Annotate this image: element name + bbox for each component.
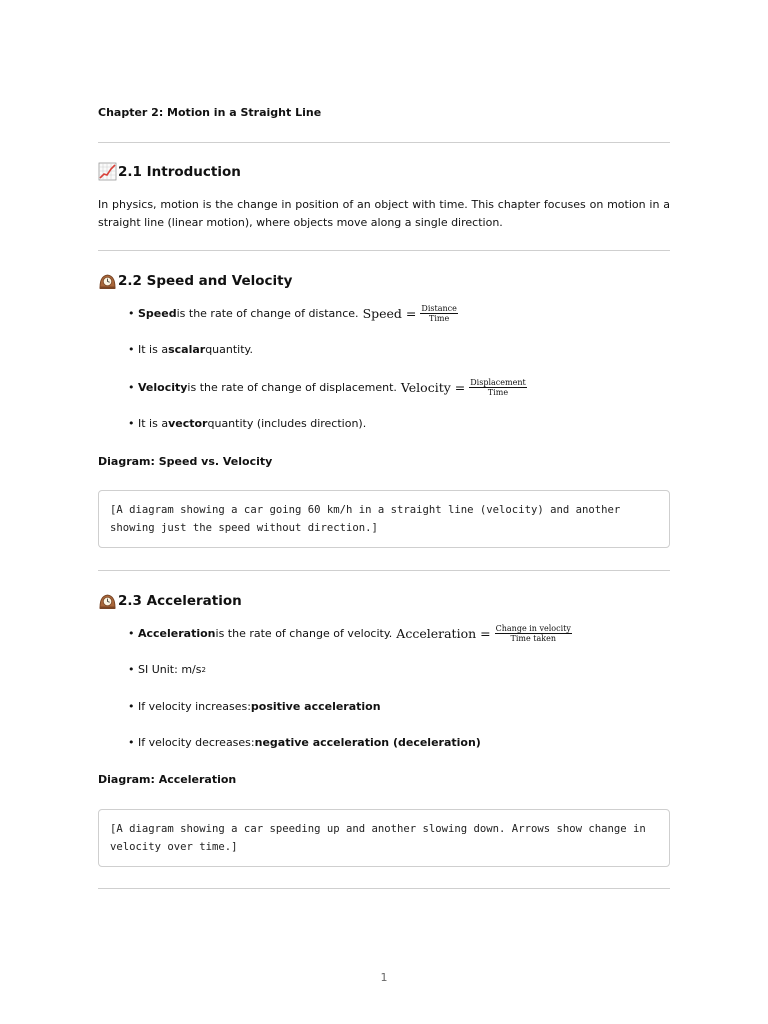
mantelpiece-clock-icon (98, 271, 117, 290)
section-heading-speed-velocity (98, 271, 292, 290)
bullet-velocity-definition: • Velocity is the rate of change of displacement. Velocity = $\frac{\text{Displacement}}{\text{Time}}$ (128, 378, 526, 397)
diagram-placeholder-speed-velocity: [A diagram showing a car going 60 km/h in a straight line (velocity) and another showing just the speed without direction.] (98, 490, 670, 548)
bullet-vector: • It is a vector quantity (includes direction). (128, 417, 367, 430)
fraction: $\frac{\text{Displacement}}{\text{Time}}$ (470, 378, 526, 397)
section-heading-text: 2.2 Speed and Velocity (118, 272, 293, 289)
section-heading-text: 2.3 Acceleration (118, 592, 242, 609)
divider (98, 142, 670, 143)
section-heading-acceleration (98, 591, 242, 610)
chart-increasing-icon (98, 162, 117, 181)
velocity-formula: Velocity = $\frac{\text{Displacement}}{\text{Time}}$ (400, 378, 526, 397)
bullet-positive-acceleration: • If velocity increases: positive acceleration (128, 700, 381, 713)
acceleration-formula: Acceleration = $\frac{\text{Change in velocity}}{\text{Time taken}}$ (396, 624, 571, 643)
bullet-negative-acceleration: • If velocity decreases: negative acceleration (deceleration) (128, 736, 481, 749)
diagram-label-speed-velocity: Diagram: Speed vs. Velocity (98, 455, 273, 468)
divider (98, 888, 670, 889)
intro-paragraph: In physics, motion is the change in position of an object with time. This chapter focuses on motion in a straight line (linear motion), where objects move along a single direction. (98, 198, 670, 229)
speed-formula: Speed = $\frac{\text{Distance}}{\text{Time}}$ (362, 304, 457, 323)
fraction: $\frac{\text{Distance}}{\text{Time}}$ (421, 304, 457, 323)
bullet-acceleration-definition: • Acceleration is the rate of change of velocity. Acceleration = $\frac{\text{Change in velocity}}{\text{Time taken}}$ (128, 624, 571, 643)
bullet-speed-definition: • Speed is the rate of change of distance. Speed = $\frac{\text{Distance}}{\text{Time}}$ (128, 304, 457, 323)
mantelpiece-clock-icon (98, 591, 117, 610)
bullet-si-unit: • SI Unit: m/s 2 (128, 663, 206, 676)
section-heading-text: 2.1 Introduction (118, 163, 241, 180)
diagram-label-acceleration: Diagram: Acceleration (98, 773, 237, 786)
divider (98, 250, 670, 251)
page-number: 1 (380, 971, 388, 984)
chapter-title: Chapter 2: Motion in a Straight Line (98, 106, 322, 119)
diagram-placeholder-acceleration: [A diagram showing a car speeding up and another slowing down. Arrows show change in velocity over time.] (98, 809, 670, 867)
fraction: $\frac{\text{Change in velocity}}{\text{Time taken}}$ (495, 624, 571, 643)
bullet-scalar: • It is a scalar quantity. (128, 343, 253, 356)
divider (98, 570, 670, 571)
section-heading-introduction (98, 162, 241, 181)
